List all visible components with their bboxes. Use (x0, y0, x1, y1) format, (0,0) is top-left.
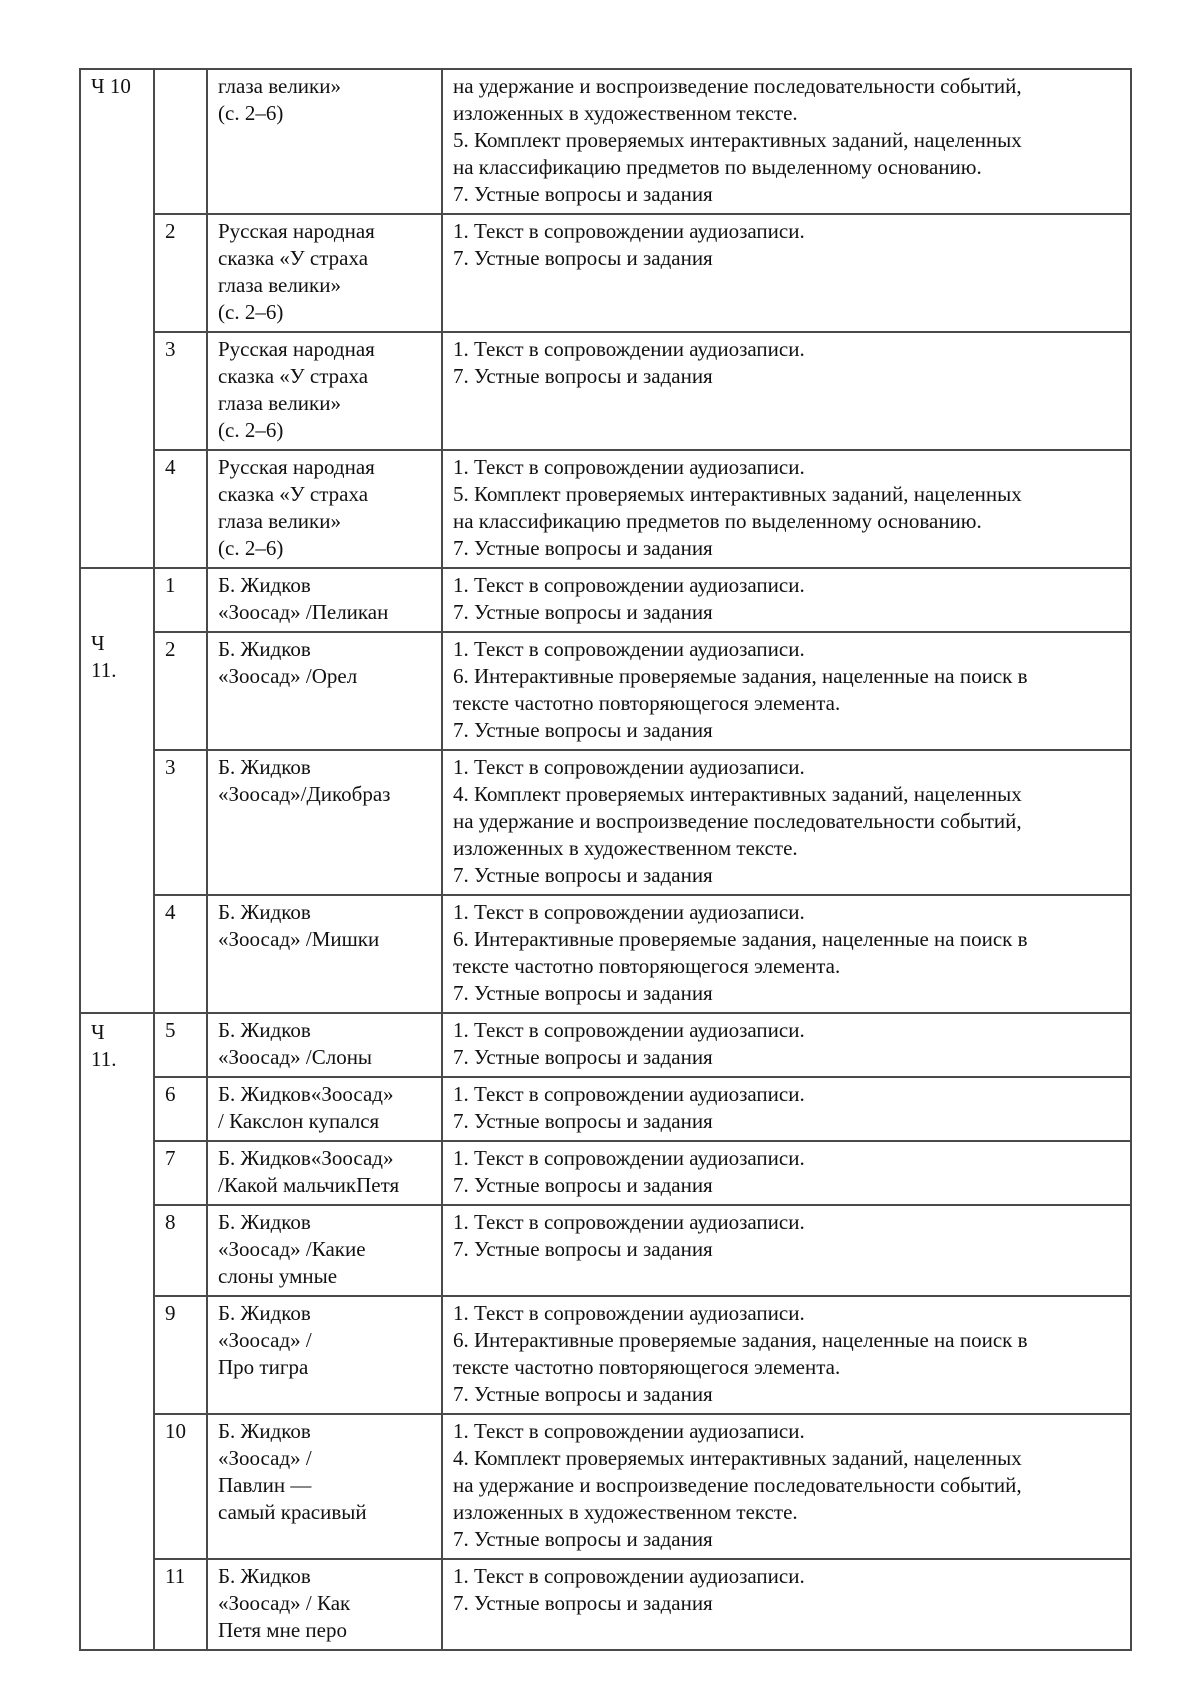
lesson-number-cell (154, 1141, 207, 1205)
text-line: на удержание и воспроизведение последовательности событий, (453, 74, 1022, 98)
text-line: «Зоосад» /Орел (218, 664, 358, 688)
materials-cell (442, 750, 1131, 895)
section-label-line: 11. (91, 658, 117, 682)
title-cell (207, 1013, 442, 1077)
title-cell (207, 1559, 442, 1650)
text-line: 1. Текст в сопровождении аудиозаписи. (453, 219, 805, 243)
materials-cell (442, 1205, 1131, 1296)
lesson-number-cell (154, 1559, 207, 1650)
table-row (80, 1559, 1131, 1650)
section-label (91, 1017, 147, 1073)
text-line: 1. Текст в сопровождении аудиозаписи. (453, 455, 805, 479)
text-line: тексте частотно повторяющегося элемента. (453, 1355, 841, 1379)
text-line: 3 (165, 755, 176, 779)
title-cell (207, 632, 442, 750)
table-row (80, 214, 1131, 332)
text-line: 9 (165, 1301, 176, 1325)
text-line: 7. Устные вопросы и задания (453, 981, 713, 1005)
lesson-table (79, 68, 1132, 1651)
text-line: 1. Текст в сопровождении аудиозаписи. (453, 337, 805, 361)
text-line: тексте частотно повторяющегося элемента. (453, 691, 841, 715)
text-line: 2 (165, 637, 176, 661)
section-label-line: Ч 10 (91, 74, 131, 98)
text-line: Б. Жидков (218, 1018, 311, 1042)
text-line: 7. Устные вопросы и задания (453, 1591, 713, 1615)
section-label (91, 73, 147, 100)
text-line: «Зоосад» /Мишки (218, 927, 380, 951)
text-line: 3 (165, 337, 176, 361)
text-line: 6. Интерактивные проверяемые задания, нацеленные на поиск в (453, 1328, 1028, 1352)
title-cell (207, 332, 442, 450)
text-line: «Зоосад»/Дикобраз (218, 782, 391, 806)
lesson-number-cell (154, 69, 207, 214)
text-line: 4 (165, 900, 176, 924)
text-line: /Какой мальчикПетя (218, 1173, 400, 1197)
lesson-number-cell (154, 568, 207, 632)
text-line: 1. Текст в сопровождении аудиозаписи. (453, 1301, 805, 1325)
text-line: Б. Жидков (218, 573, 311, 597)
text-line: 7. Устные вопросы и задания (453, 246, 713, 270)
text-line: Б. Жидков (218, 1419, 311, 1443)
text-line: изложенных в художественном тексте. (453, 836, 798, 860)
lesson-number-cell (154, 895, 207, 1013)
text-line: глаза велики» (218, 74, 341, 98)
text-line: Б. Жидков (218, 755, 311, 779)
section-label-cell (80, 1013, 154, 1650)
text-line: 5 (165, 1018, 176, 1042)
text-line: 7. Устные вопросы и задания (453, 536, 713, 560)
text-line: глаза велики» (218, 509, 341, 533)
text-line: 4. Комплект проверяемых интерактивных заданий, нацеленных (453, 1446, 1022, 1470)
table-row (80, 568, 1131, 632)
text-line: 7. Устные вопросы и задания (453, 600, 713, 624)
text-line: Русская народная (218, 219, 375, 243)
section-label-cell (80, 568, 154, 1013)
text-line: 7. Устные вопросы и задания (453, 1237, 713, 1261)
table-row (80, 1414, 1131, 1559)
title-cell (207, 750, 442, 895)
table-row (80, 632, 1131, 750)
text-line: (с. 2–6) (218, 418, 284, 442)
text-line: «Зоосад» /Пеликан (218, 600, 389, 624)
text-line: «Зоосад» /Какие (218, 1237, 366, 1261)
lesson-number-cell (154, 332, 207, 450)
lesson-number-cell (154, 450, 207, 568)
title-cell (207, 1414, 442, 1559)
section-label (91, 572, 147, 684)
materials-cell (442, 568, 1131, 632)
text-line: Петя мне перо (218, 1618, 347, 1642)
title-cell (207, 568, 442, 632)
materials-cell (442, 332, 1131, 450)
text-line: 1. Текст в сопровождении аудиозаписи. (453, 755, 805, 779)
text-line: 1. Текст в сопровождении аудиозаписи. (453, 1146, 805, 1170)
materials-cell (442, 895, 1131, 1013)
text-line: 5. Комплект проверяемых интерактивных заданий, нацеленных (453, 482, 1022, 506)
text-line: на классификацию предметов по выделенному основанию. (453, 155, 982, 179)
table-row (80, 1077, 1131, 1141)
lesson-number-cell (154, 1414, 207, 1559)
table-row (80, 450, 1131, 568)
title-cell (207, 1077, 442, 1141)
text-line: 6. Интерактивные проверяемые задания, нацеленные на поиск в (453, 664, 1028, 688)
text-line: Б. Жидков«Зоосад» (218, 1146, 394, 1170)
table-row (80, 895, 1131, 1013)
lesson-table-body (80, 69, 1131, 1650)
materials-cell (442, 632, 1131, 750)
materials-cell (442, 214, 1131, 332)
text-line: 10 (165, 1419, 186, 1443)
title-cell (207, 895, 442, 1013)
text-line: Русская народная (218, 337, 375, 361)
table-row (80, 1013, 1131, 1077)
text-line: 5. Комплект проверяемых интерактивных заданий, нацеленных (453, 128, 1022, 152)
text-line: Б. Жидков (218, 637, 311, 661)
text-line: 2 (165, 219, 176, 243)
text-line: (с. 2–6) (218, 101, 284, 125)
text-line: 1. Текст в сопровождении аудиозаписи. (453, 1210, 805, 1234)
text-line: 1. Текст в сопровождении аудиозаписи. (453, 573, 805, 597)
text-line: 1. Текст в сопровождении аудиозаписи. (453, 900, 805, 924)
text-line: 1. Текст в сопровождении аудиозаписи. (453, 1082, 805, 1106)
text-line: на удержание и воспроизведение последовательности событий, (453, 809, 1022, 833)
section-label-line: Ч (91, 1020, 105, 1044)
text-line: глаза велики» (218, 273, 341, 297)
text-line: 1. Текст в сопровождении аудиозаписи. (453, 637, 805, 661)
text-line: 7. Устные вопросы и задания (453, 863, 713, 887)
text-line: (с. 2–6) (218, 300, 284, 324)
text-line: (с. 2–6) (218, 536, 284, 560)
title-cell (207, 450, 442, 568)
section-label-line: Ч (91, 631, 105, 655)
materials-cell (442, 69, 1131, 214)
text-line: «Зоосад» / (218, 1446, 312, 1470)
title-cell (207, 69, 442, 214)
text-line: 7. Устные вопросы и задания (453, 1527, 713, 1551)
lesson-number-cell (154, 214, 207, 332)
text-line: Русская народная (218, 455, 375, 479)
text-line: / Какслон купался (218, 1109, 380, 1133)
lesson-number-cell (154, 1077, 207, 1141)
text-line: Павлин — (218, 1473, 312, 1497)
text-line: «Зоосад» / Как (218, 1591, 351, 1615)
table-row (80, 1205, 1131, 1296)
text-line: Про тигра (218, 1355, 309, 1379)
lesson-number-cell (154, 1205, 207, 1296)
materials-cell (442, 1141, 1131, 1205)
lesson-number-cell (154, 1296, 207, 1414)
text-line: 4. Комплект проверяемых интерактивных заданий, нацеленных (453, 782, 1022, 806)
lesson-number-cell (154, 750, 207, 895)
text-line: 7. Устные вопросы и задания (453, 1109, 713, 1133)
text-line: 11 (165, 1564, 186, 1588)
text-line: 6 (165, 1082, 176, 1106)
text-line: тексте частотно повторяющегося элемента. (453, 954, 841, 978)
text-line: Б. Жидков (218, 900, 311, 924)
section-label-line: 11. (91, 1047, 117, 1071)
text-line: на удержание и воспроизведение последовательности событий, (453, 1473, 1022, 1497)
text-line: 7. Устные вопросы и задания (453, 1382, 713, 1406)
section-label-cell (80, 69, 154, 568)
text-line: слоны умные (218, 1264, 338, 1288)
text-line: Б. Жидков (218, 1210, 311, 1234)
materials-cell (442, 1296, 1131, 1414)
title-cell (207, 214, 442, 332)
text-line: 7. Устные вопросы и задания (453, 1173, 713, 1197)
materials-cell (442, 1013, 1131, 1077)
text-line: 7. Устные вопросы и задания (453, 1045, 713, 1069)
title-cell (207, 1205, 442, 1296)
text-line: 7. Устные вопросы и задания (453, 364, 713, 388)
table-row (80, 332, 1131, 450)
text-line: сказка «У страха (218, 246, 369, 270)
lesson-number-cell (154, 1013, 207, 1077)
title-cell (207, 1141, 442, 1205)
text-line: самый красивый (218, 1500, 367, 1524)
text-line: изложенных в художественном тексте. (453, 101, 798, 125)
text-line: «Зоосад» /Слоны (218, 1045, 373, 1069)
text-line: 1 (165, 573, 176, 597)
lesson-number-cell (154, 632, 207, 750)
text-line: на классификацию предметов по выделенному основанию. (453, 509, 982, 533)
materials-cell (442, 1077, 1131, 1141)
text-line: сказка «У страха (218, 482, 369, 506)
text-line: «Зоосад» / (218, 1328, 312, 1352)
text-line: 1. Текст в сопровождении аудиозаписи. (453, 1018, 805, 1042)
table-row (80, 1296, 1131, 1414)
text-line: 1. Текст в сопровождении аудиозаписи. (453, 1419, 805, 1443)
materials-cell (442, 450, 1131, 568)
table-row (80, 1141, 1131, 1205)
table-row (80, 69, 1131, 214)
text-line: 7. Устные вопросы и задания (453, 718, 713, 742)
text-line: Б. Жидков (218, 1301, 311, 1325)
text-line: Б. Жидков (218, 1564, 311, 1588)
materials-cell (442, 1414, 1131, 1559)
text-line: 7 (165, 1146, 176, 1170)
table-row (80, 750, 1131, 895)
text-line: глаза велики» (218, 391, 341, 415)
text-line: 7. Устные вопросы и задания (453, 182, 713, 206)
text-line: 4 (165, 455, 176, 479)
text-line: 1. Текст в сопровождении аудиозаписи. (453, 1564, 805, 1588)
text-line: 8 (165, 1210, 176, 1234)
text-line: сказка «У страха (218, 364, 369, 388)
title-cell (207, 1296, 442, 1414)
materials-cell (442, 1559, 1131, 1650)
text-line: изложенных в художественном тексте. (453, 1500, 798, 1524)
text-line: Б. Жидков«Зоосад» (218, 1082, 394, 1106)
text-line: 6. Интерактивные проверяемые задания, нацеленные на поиск в (453, 927, 1028, 951)
